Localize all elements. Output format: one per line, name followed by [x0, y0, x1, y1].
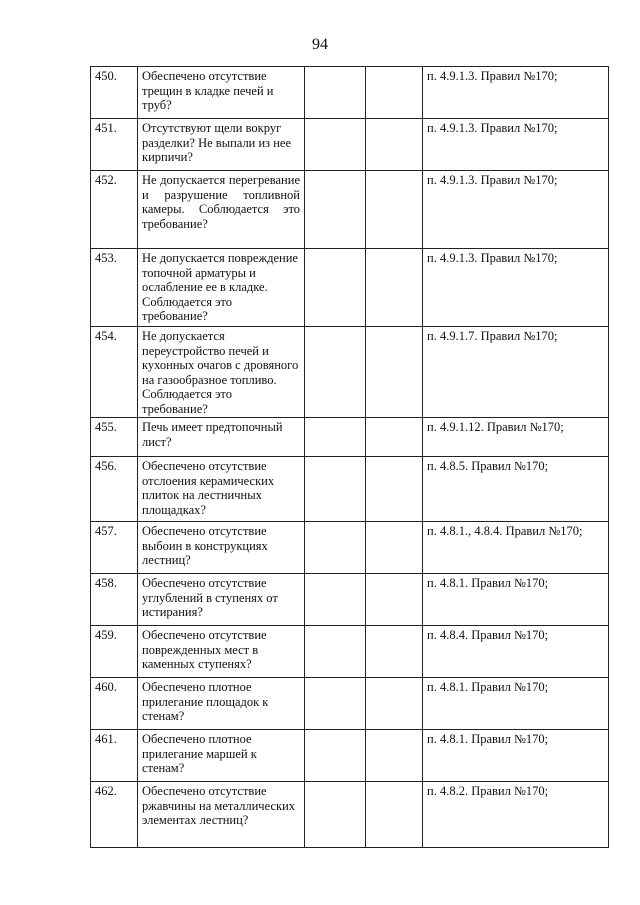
table-row: [91, 418, 609, 457]
answer-yes-cell[interactable]: [305, 67, 366, 119]
question-cell: [138, 67, 305, 119]
question-text: Обеспечено отсутствие углублений в ступенях от истирания?: [142, 576, 278, 619]
question-text: Отсутствуют щели вокруг разделки? Не выпали из нее кирпичи?: [142, 121, 292, 164]
row-number: 454.: [91, 327, 138, 418]
question-cell: [138, 457, 305, 522]
answer-no-cell[interactable]: [366, 457, 423, 522]
answer-no-cell[interactable]: [366, 782, 423, 848]
answer-no-cell[interactable]: [366, 119, 423, 171]
question-cell: [138, 626, 305, 678]
row-number: 455.: [91, 418, 138, 457]
regulation-reference: п. 4.8.1. Правил №170;: [423, 730, 609, 782]
answer-yes-cell[interactable]: [305, 782, 366, 848]
question-cell: [138, 730, 305, 782]
answer-yes-cell[interactable]: [305, 522, 366, 574]
answer-yes-cell[interactable]: [305, 626, 366, 678]
answer-no-cell[interactable]: [366, 327, 423, 418]
regulation-reference: п. 4.8.2. Правил №170;: [423, 782, 609, 848]
question-text: Не допускается повреждение топочной арматуры и ослабление ее в кладке. Соблюдается это требование?: [142, 251, 298, 323]
answer-yes-cell[interactable]: [305, 249, 366, 327]
question-cell: [138, 171, 305, 249]
table-row: [91, 457, 609, 522]
table-row: [91, 522, 609, 574]
table-row: [91, 678, 609, 730]
answer-yes-cell[interactable]: [305, 119, 366, 171]
row-number: 450.: [91, 67, 138, 119]
row-number: 453.: [91, 249, 138, 327]
regulation-reference: п. 4.8.5. Правил №170;: [423, 457, 609, 522]
table-row: [91, 730, 609, 782]
question-cell: [138, 418, 305, 457]
answer-no-cell[interactable]: [366, 67, 423, 119]
regulation-reference: п. 4.9.1.3. Правил №170;: [423, 171, 609, 249]
question-cell: [138, 119, 305, 171]
answer-yes-cell[interactable]: [305, 574, 366, 626]
row-number: 452.: [91, 171, 138, 249]
answer-no-cell[interactable]: [366, 522, 423, 574]
question-text: Обеспечено отсутствие ржавчины на металлических элементах лестниц?: [142, 784, 296, 827]
regulation-reference: п. 4.9.1.7. Правил №170;: [423, 327, 609, 418]
answer-no-cell[interactable]: [366, 574, 423, 626]
table-row: [91, 171, 609, 249]
regulation-reference: п. 4.9.1.12. Правил №170;: [423, 418, 609, 457]
question-text: Обеспечено отсутствие поврежденных мест в каменных ступенях?: [142, 628, 267, 671]
row-number: 462.: [91, 782, 138, 848]
question-text: Не допускается переустройство печей и кухонных очагов с дровяного на газообразное топливо. Соблюдается это требование?: [142, 329, 299, 416]
table-row: [91, 327, 609, 418]
question-text: Не допускается перегревание и разрушение топливной камеры. Соблюдается это требование?: [142, 173, 300, 231]
table-row: [91, 782, 609, 848]
answer-no-cell[interactable]: [366, 678, 423, 730]
question-cell: [138, 249, 305, 327]
table-row: [91, 249, 609, 327]
question-text: Обеспечено отсутствие трещин в кладке печей и труб?: [142, 69, 274, 112]
question-cell: [138, 574, 305, 626]
answer-yes-cell[interactable]: [305, 327, 366, 418]
regulation-reference: п. 4.8.1. Правил №170;: [423, 678, 609, 730]
checklist-body: [91, 67, 609, 848]
question-cell: [138, 678, 305, 730]
question-cell: [138, 522, 305, 574]
regulation-reference: п. 4.9.1.3. Правил №170;: [423, 67, 609, 119]
checklist-table: [90, 66, 609, 848]
answer-yes-cell[interactable]: [305, 418, 366, 457]
row-number: 458.: [91, 574, 138, 626]
table-row: [91, 574, 609, 626]
row-number: 460.: [91, 678, 138, 730]
question-text: Обеспечено отсутствие отслоения керамических плиток на лестничных площадках?: [142, 459, 275, 517]
regulation-reference: п. 4.8.4. Правил №170;: [423, 626, 609, 678]
table-row: [91, 626, 609, 678]
row-number: 459.: [91, 626, 138, 678]
question-text: Печь имеет предтопочный лист?: [142, 420, 283, 449]
regulation-reference: п. 4.9.1.3. Правил №170;: [423, 249, 609, 327]
row-number: 461.: [91, 730, 138, 782]
table-row: [91, 67, 609, 119]
answer-yes-cell[interactable]: [305, 171, 366, 249]
answer-no-cell[interactable]: [366, 730, 423, 782]
answer-no-cell[interactable]: [366, 418, 423, 457]
row-number: 456.: [91, 457, 138, 522]
table-row: [91, 119, 609, 171]
regulation-reference: п. 4.8.1., 4.8.4. Правил №170;: [423, 522, 609, 574]
answer-yes-cell[interactable]: [305, 678, 366, 730]
answer-no-cell[interactable]: [366, 249, 423, 327]
question-cell: [138, 782, 305, 848]
row-number: 451.: [91, 119, 138, 171]
row-number: 457.: [91, 522, 138, 574]
regulation-reference: п. 4.8.1. Правил №170;: [423, 574, 609, 626]
question-text: Обеспечено плотное прилегание маршей к стенам?: [142, 732, 257, 775]
answer-yes-cell[interactable]: [305, 457, 366, 522]
question-cell: [138, 327, 305, 418]
question-text: Обеспечено отсутствие выбоин в конструкциях лестниц?: [142, 524, 268, 567]
answer-yes-cell[interactable]: [305, 730, 366, 782]
answer-no-cell[interactable]: [366, 171, 423, 249]
regulation-reference: п. 4.9.1.3. Правил №170;: [423, 119, 609, 171]
answer-no-cell[interactable]: [366, 626, 423, 678]
question-text: Обеспечено плотное прилегание площадок к стенам?: [142, 680, 269, 723]
page-number: 94: [312, 36, 328, 53]
